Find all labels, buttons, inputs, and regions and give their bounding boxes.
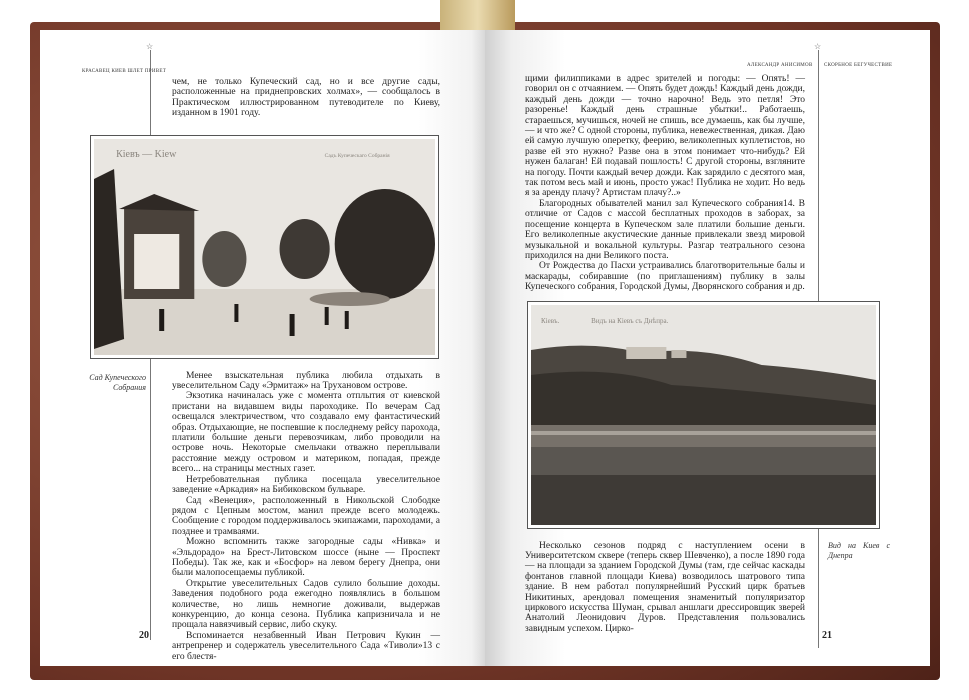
paragraph: От Рождества до Пасхи устраивались благотворительные балы и маскарады, собиравшие (по приглашениям) публику в залы Купеческого собрания, Городской Думы, Дворянского собрания и др.: [525, 261, 805, 293]
photo-image: [531, 305, 876, 525]
photo-label-right: Садъ Купеческаго Собранiя: [324, 152, 390, 159]
paragraph: Менее взыскательная публика любила отдыхать в увеселительном Саду «Эрмитаж» на Трухановом острове.: [172, 370, 440, 392]
paragraph: Сад «Венеция», расположенный в Никольской Слободке рядом с Цепным мостом, манил прежде всего молодежь. Сообщение с городом поддерживалось экипажами, пароходами, а позднее и трамваями.: [172, 495, 440, 537]
photo-label-right: Видъ на Кiевъ съ Днѣпра.: [591, 316, 669, 325]
paragraph: Вспоминается незабвенный Иван Петрович Кукин — антрепренер и содержатель увеселительного Сада «Тиволи»13 с его блестя-: [172, 630, 440, 662]
paragraph: Открытие увеселительных Садов сулило большие доходы. Заведения подобного рода ежегодно появлялись в большом количестве, но лишь немногие доживали, выдержав конкуренцию, до конца сезона. Публика капризничала и не прощала навязчивый сервис, либо скуку.: [172, 578, 440, 631]
star-ornament-icon: ☆: [814, 42, 822, 51]
star-ornament-icon: ☆: [146, 42, 154, 51]
photo-label-left: Кiевъ — Kiew: [116, 148, 177, 160]
bookmark-ribbon: [440, 0, 515, 30]
paragraph: Благородных обывателей манил зал Купеческого собрания14. В отличие от Садов с массой бесплатных проходов в заборах, за посещение концерта в Купеческом зале платили большие деньги. Его великолепные акустические данные привлекали звезд мировой музыкальной и вокальной культуры. Разгар театрального сезона приходился на дни Великого поста.: [525, 198, 805, 261]
photo-caption: Сад Купеческого Собрания: [89, 372, 146, 392]
running-head: КРАСАВЕЦ КИЕВ ШЛЕТ ПРИВЕТ: [82, 69, 167, 74]
page-number: 21: [822, 630, 832, 641]
photo-merchant-garden: [90, 135, 439, 359]
running-head-title: СКОРБНОЕ БЕГУЧЕСТВИЕ: [824, 63, 893, 68]
left-page: [40, 30, 485, 666]
paragraph: чем, не только Купеческий сад, но и все другие сады, расположенные на приднепровских холмах», — сообщалось в Практическом иллюстрированном путеводителе по Киеву, изданном в 1901 году.: [172, 77, 440, 119]
paragraph: Нетребовательная публика посещала увеселительное заведение «Аркадия» на Бибиковском бульваре.: [172, 474, 440, 496]
photo-kiev-from-dnieper: [527, 301, 880, 529]
photo-image: [94, 139, 435, 355]
right-text-column: [525, 74, 890, 634]
paragraph: Можно вспомнить также загородные сады «Нивка» и «Эльдорадо» на Брест-Литовском шоссе (ныне — Проспект Победы). Так же, как и «Босфор» на левом берегу Днепра, они были малопосещаемы публикой.: [172, 537, 440, 579]
running-head-author: АЛЕКСАНДР АНИСИМОВ: [747, 63, 813, 68]
paragraph: Экзотика начиналась уже с момента отплытия от киевской пристани на видавшем виды пароходике. По вечерам Сад освещался электричеством, что создавало ему фантастический образ. Отдыхающие, не поспевшие к последнему рейсу парохода, платили большие деньги перевозчикам, либо проводили на острове ночь. Некоторые смельчаки отважно переплывали расстояние между островом и материком, попадая, прежде всего... на страницы местных газет.: [172, 391, 440, 475]
photo-caption: Вид на Киев с Днепра: [828, 540, 890, 560]
photo-label-left: Кiевъ.: [541, 316, 560, 325]
right-page: [485, 30, 930, 666]
body-text-bottom: [525, 540, 890, 635]
paragraph: щими филиппиками в адрес зрителей и погоды: — Опять! — говорил он с отчаянием. — Опять будет дождь! Каждый день дожди, каждый день дожди — точно нарочно! Ведь это петля! Это разоренье! Каждый день страшные убытки!.. Работаешь, стараешься, мучишься, ночей не спишь, все думаешь, как бы лучше, — и что же? С одной стороны, публика, невежественная, дикая. Даю ей самую лучшую оперетку, феерию, великолепных куплетистов, но разве ей это нужно? Разве она в этом понимает что-нибудь? Ей нужен балаган! Ей подавай пошлость! С другой стороны, взгляните на погоду. Почти каждый вечер дожди. Как зарядило с десятого мая, так потом весь май и июнь, просто ужас! Публика не ходит. Но ведь я за аренду плачу? Артистам плачу?..»: [525, 74, 805, 199]
paragraph: Несколько сезонов подряд с наступлением осени в Университетском сквере (теперь сквер Шевченко), а после 1890 года — на площади за зданием Городской Думы (там, где сейчас каскады фонтанов главной площади Киева) возводилось шатрового типа здание. В нем работал популярнейший Русский цирк братьев Никитиных, арендовал помещения знаменитый популяризатор циркового искусства Шуман, срывал аншлаги дрессировщик зверей Анатолий Леонидович Дуров. Представления пользовались завидным успехом. Цирко-: [525, 540, 805, 634]
page-number: 20: [139, 630, 149, 641]
